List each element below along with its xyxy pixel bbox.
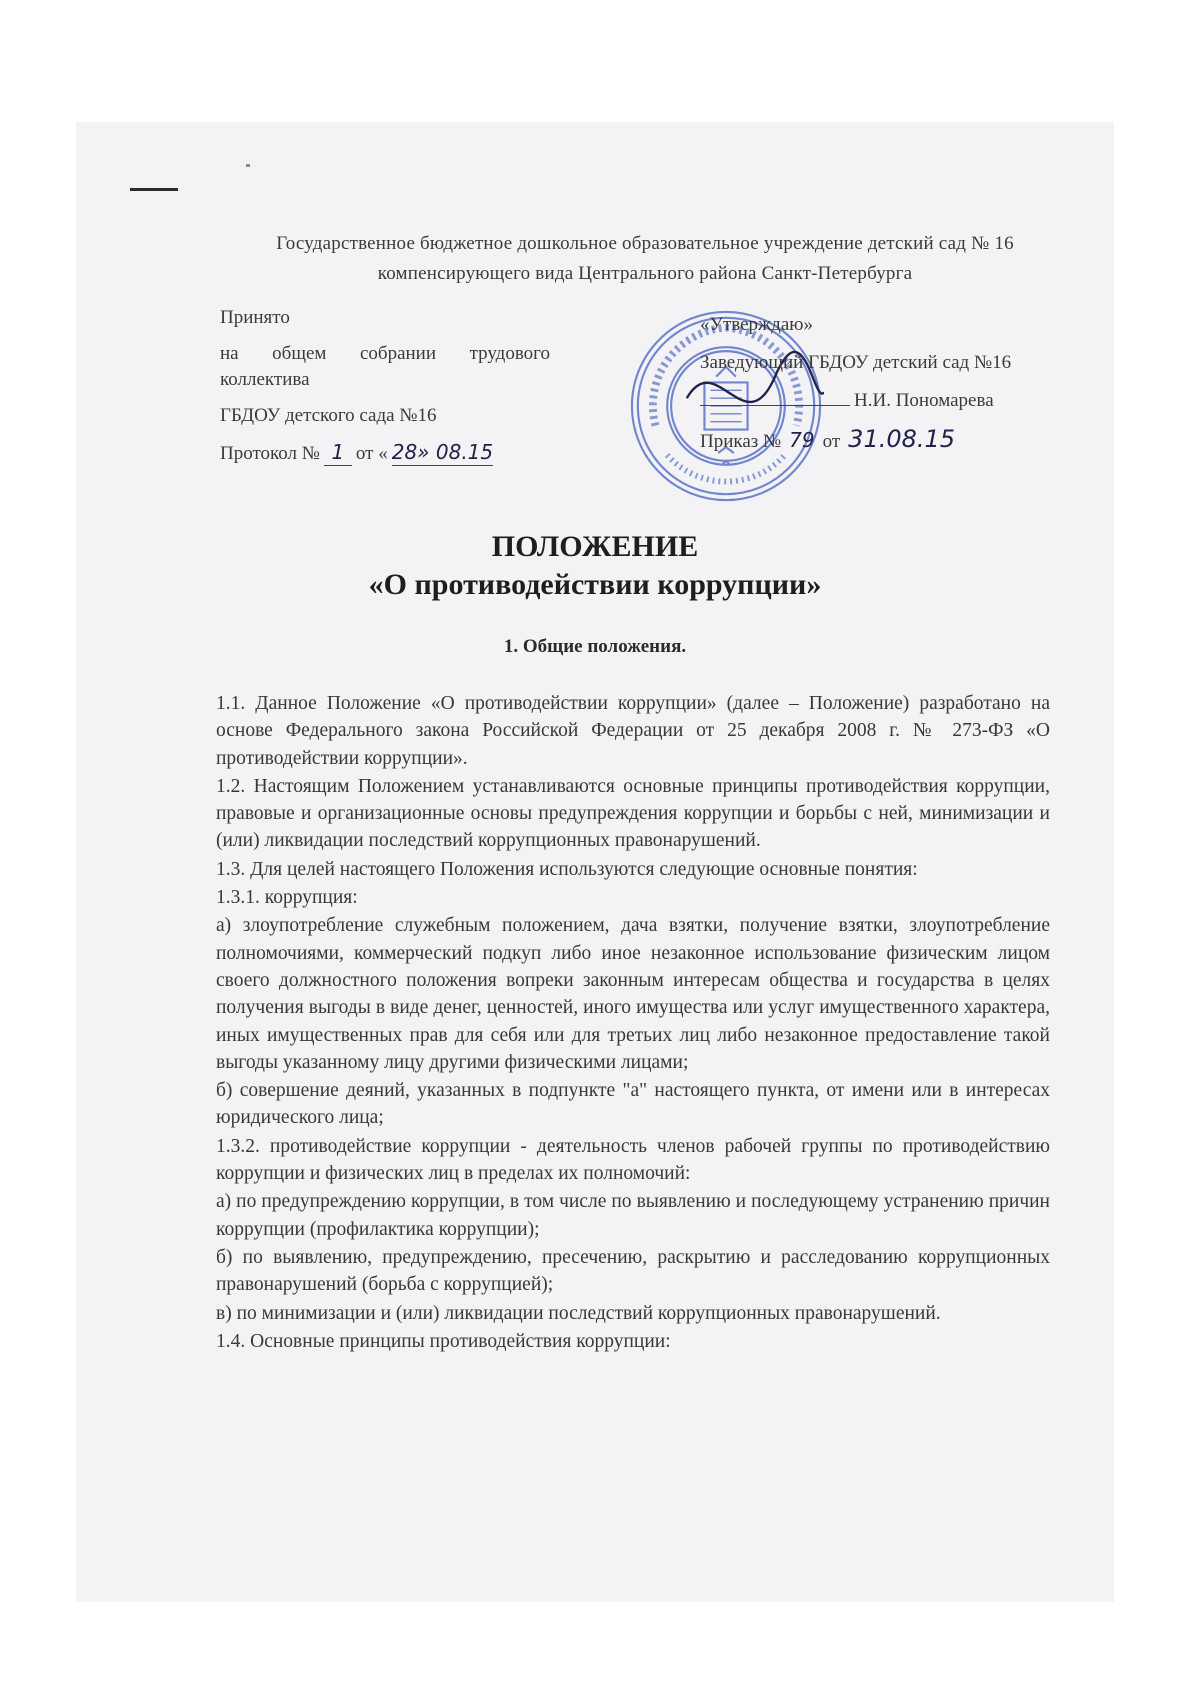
paragraph: 1.4. Основные принципы противодействия коррупции: [216, 1330, 671, 1352]
org-line-2: компенсирующего вида Центрального района Санкт-Петербурга [377, 263, 913, 284]
paragraph: 1.3.2. противодействие коррупции - деятельность членов рабочей группы по противодействию коррупции и физических лиц в пределах их полномочий: [216, 1135, 1050, 1185]
adopted-word-3: собрании [359, 343, 437, 364]
protocol-number: 1 [324, 439, 352, 466]
adopted-word-2: общем [272, 343, 327, 364]
paragraph: а) по предупреждению коррупции, в том числе по выявлению и последующему устранению причин коррупции (профилактика коррупции); [216, 1191, 1050, 1240]
title-line-1: ПОЛОЖЕНИЕ [491, 530, 699, 563]
document-title [76, 528, 1114, 604]
protocol-label: Протокол № [220, 443, 320, 464]
paragraph: б) совершение деяний, указанных в подпункте "а" настоящего пункта, от имени или в интересах юридического лица; [216, 1080, 1050, 1129]
paragraph: 1.3. Для целей настоящего Положения используются следующие основные понятия: [216, 858, 918, 880]
approved-position: Заведующий ГБДОУ детский сад №16 [700, 352, 1012, 373]
adopted-label: Принято [220, 307, 290, 328]
paragraph: в) по минимизации и (или) ликвидации последствий коррупционных правонарушений. [216, 1302, 941, 1324]
paragraph: а) злоупотребление служебным положением, дача взятки, получение взятки, злоупотребление полномочиями, коммерческий подкуп либо иное незаконное использование физическим лицом своего должностного положения вопреки законным интересам общества и государства в целях получения выгоды в виде денег, ценностей, иного имущества или услуг имущественного характера, иных имущественных прав для себя или для третьих лиц либо незаконное предоставление такой выгоды указанному лицу другими физическими лицами; [216, 915, 1050, 1073]
margin-mark [130, 188, 178, 191]
organization-header [210, 229, 1080, 289]
approved-label: «Утверждаю» [700, 314, 813, 335]
approved-block [700, 312, 1080, 455]
adopted-word-4: трудового [469, 343, 550, 364]
signature-blank [700, 405, 850, 406]
adopted-line-a [220, 341, 550, 367]
paragraph: 1.1. Данное Положение «О противодействии коррупции» (далее – Положение) разработано на основе Федерального закона Российской Федерации от 25 декабря 2008 г. № 273-ФЗ «О противодействии коррупции». [216, 693, 1050, 769]
section-body [216, 690, 1050, 1356]
order-label: Приказ № [700, 431, 782, 452]
adopted-word-1: на [220, 343, 239, 364]
section-heading: 1. Общие положения. [503, 636, 687, 657]
adopted-line-b: коллектива [220, 369, 310, 390]
protocol-date: 28» 08.15 [391, 440, 494, 464]
signer-name: Н.И. Пономарева [854, 390, 994, 411]
scan-speck [246, 164, 250, 167]
paragraph: б) по выявлению, предупреждению, пресечению, раскрытию и расследованию коррупционных правонарушений (борьба с коррупцией); [216, 1246, 1050, 1296]
order-from: от [822, 431, 841, 452]
protocol-line [220, 439, 550, 467]
title-line-2: «О противодействии коррупции» [368, 568, 822, 601]
order-number: 79 [789, 428, 815, 452]
paragraph: 1.2. Настоящим Положением устанавливаются основные принципы противодействия коррупции, правовые и организационные основы предупреждения коррупции и борьбы с ней, минимизации и (или) ликвидации последствий коррупционных правонарушений. [216, 775, 1050, 852]
org-line-1: Государственное бюджетное дошкольное образовательное учреждение детский сад № 16 [276, 233, 1014, 254]
adopted-line-c: ГБДОУ детского сада №16 [220, 405, 437, 426]
adopted-block [220, 305, 550, 467]
signature-line [700, 388, 1080, 414]
protocol-from: от « [355, 443, 388, 464]
paragraph: 1.3.1. коррупция: [216, 887, 358, 909]
order-line [700, 426, 1080, 455]
order-date: 31.08.15 [848, 425, 956, 453]
